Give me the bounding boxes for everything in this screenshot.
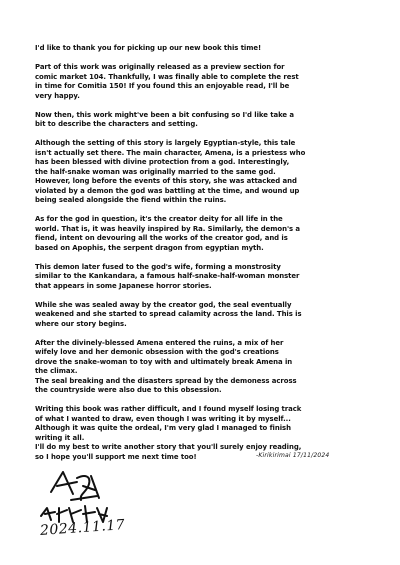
paragraph-thanks: I'd like to thank you for picking up our new book this time! bbox=[35, 44, 262, 52]
paragraph-setting: Although the setting of this story is largely Egyptian-style, this tale isn't actually set there. The main character, Amena, is a priestess who has been blessed with divine protection from a god. Interestingly, the half-snake woman was originally married to the same god. However, long before the events of this story, she was attacked and violated by a demon the god was battling at the time, and wound up being sealed alongside the fiend within the ruins. bbox=[35, 139, 306, 204]
handwritten-date: 2024.11.17 bbox=[39, 517, 126, 539]
paragraph-climax: After the divinely-blessed Amena entered the ruins, a mix of her wifely love and her demonic obsession with the god's creations drove the snake-woman to toy with and ultimately break Amena in the climax. The seal breaking and the disasters spread by the demoness across the countryside were also due to this obsession. bbox=[35, 338, 297, 394]
signature-line: -Kirikirimai 17/11/2024 bbox=[256, 452, 330, 459]
paragraph-closing: Writing this book was rather difficult, and I found myself losing track of what I wanted to draw, even though I was writing it by myself... Although it was quite the ordeal, I'm very glad I managed to finish writing it all. I'll do my best to write another story that you'll surely enjoy reading, so I hope you'll support me next time too! bbox=[35, 405, 302, 461]
afterword-text bbox=[35, 44, 371, 472]
paragraph-demon: This demon later fused to the god's wife, forming a monstrosity similar to the Kankandara, a famous half-snake-half-woman monster that appears in some Japanese horror stories. bbox=[35, 262, 300, 290]
handwritten-signature bbox=[33, 464, 143, 554]
paragraph-seal: While she was sealed away by the creator god, the seal eventually weakened and she started to spread calamity across the land. This is where our story begins. bbox=[35, 300, 302, 328]
paragraph-intro-setting: Now then, this work might've been a bit confusing so I'd like take a bit to describe the characters and setting. bbox=[35, 110, 294, 128]
paragraph-god: As for the god in question, it's the creator deity for all life in the world. That is, it was heavily inspired by Ra. Similarly, the demon's a fiend, intent on devouring all the works of the creator god, and is based on Apophis, the serpent dragon from egyptian myth. bbox=[35, 215, 301, 252]
paragraph-release-info: Part of this work was originally released as a preview section for comic market 104. Thankfully, I was finally able to complete the rest in time for Comitia 150! If you found this an enjoyable read, I'll be very happy. bbox=[35, 63, 299, 100]
